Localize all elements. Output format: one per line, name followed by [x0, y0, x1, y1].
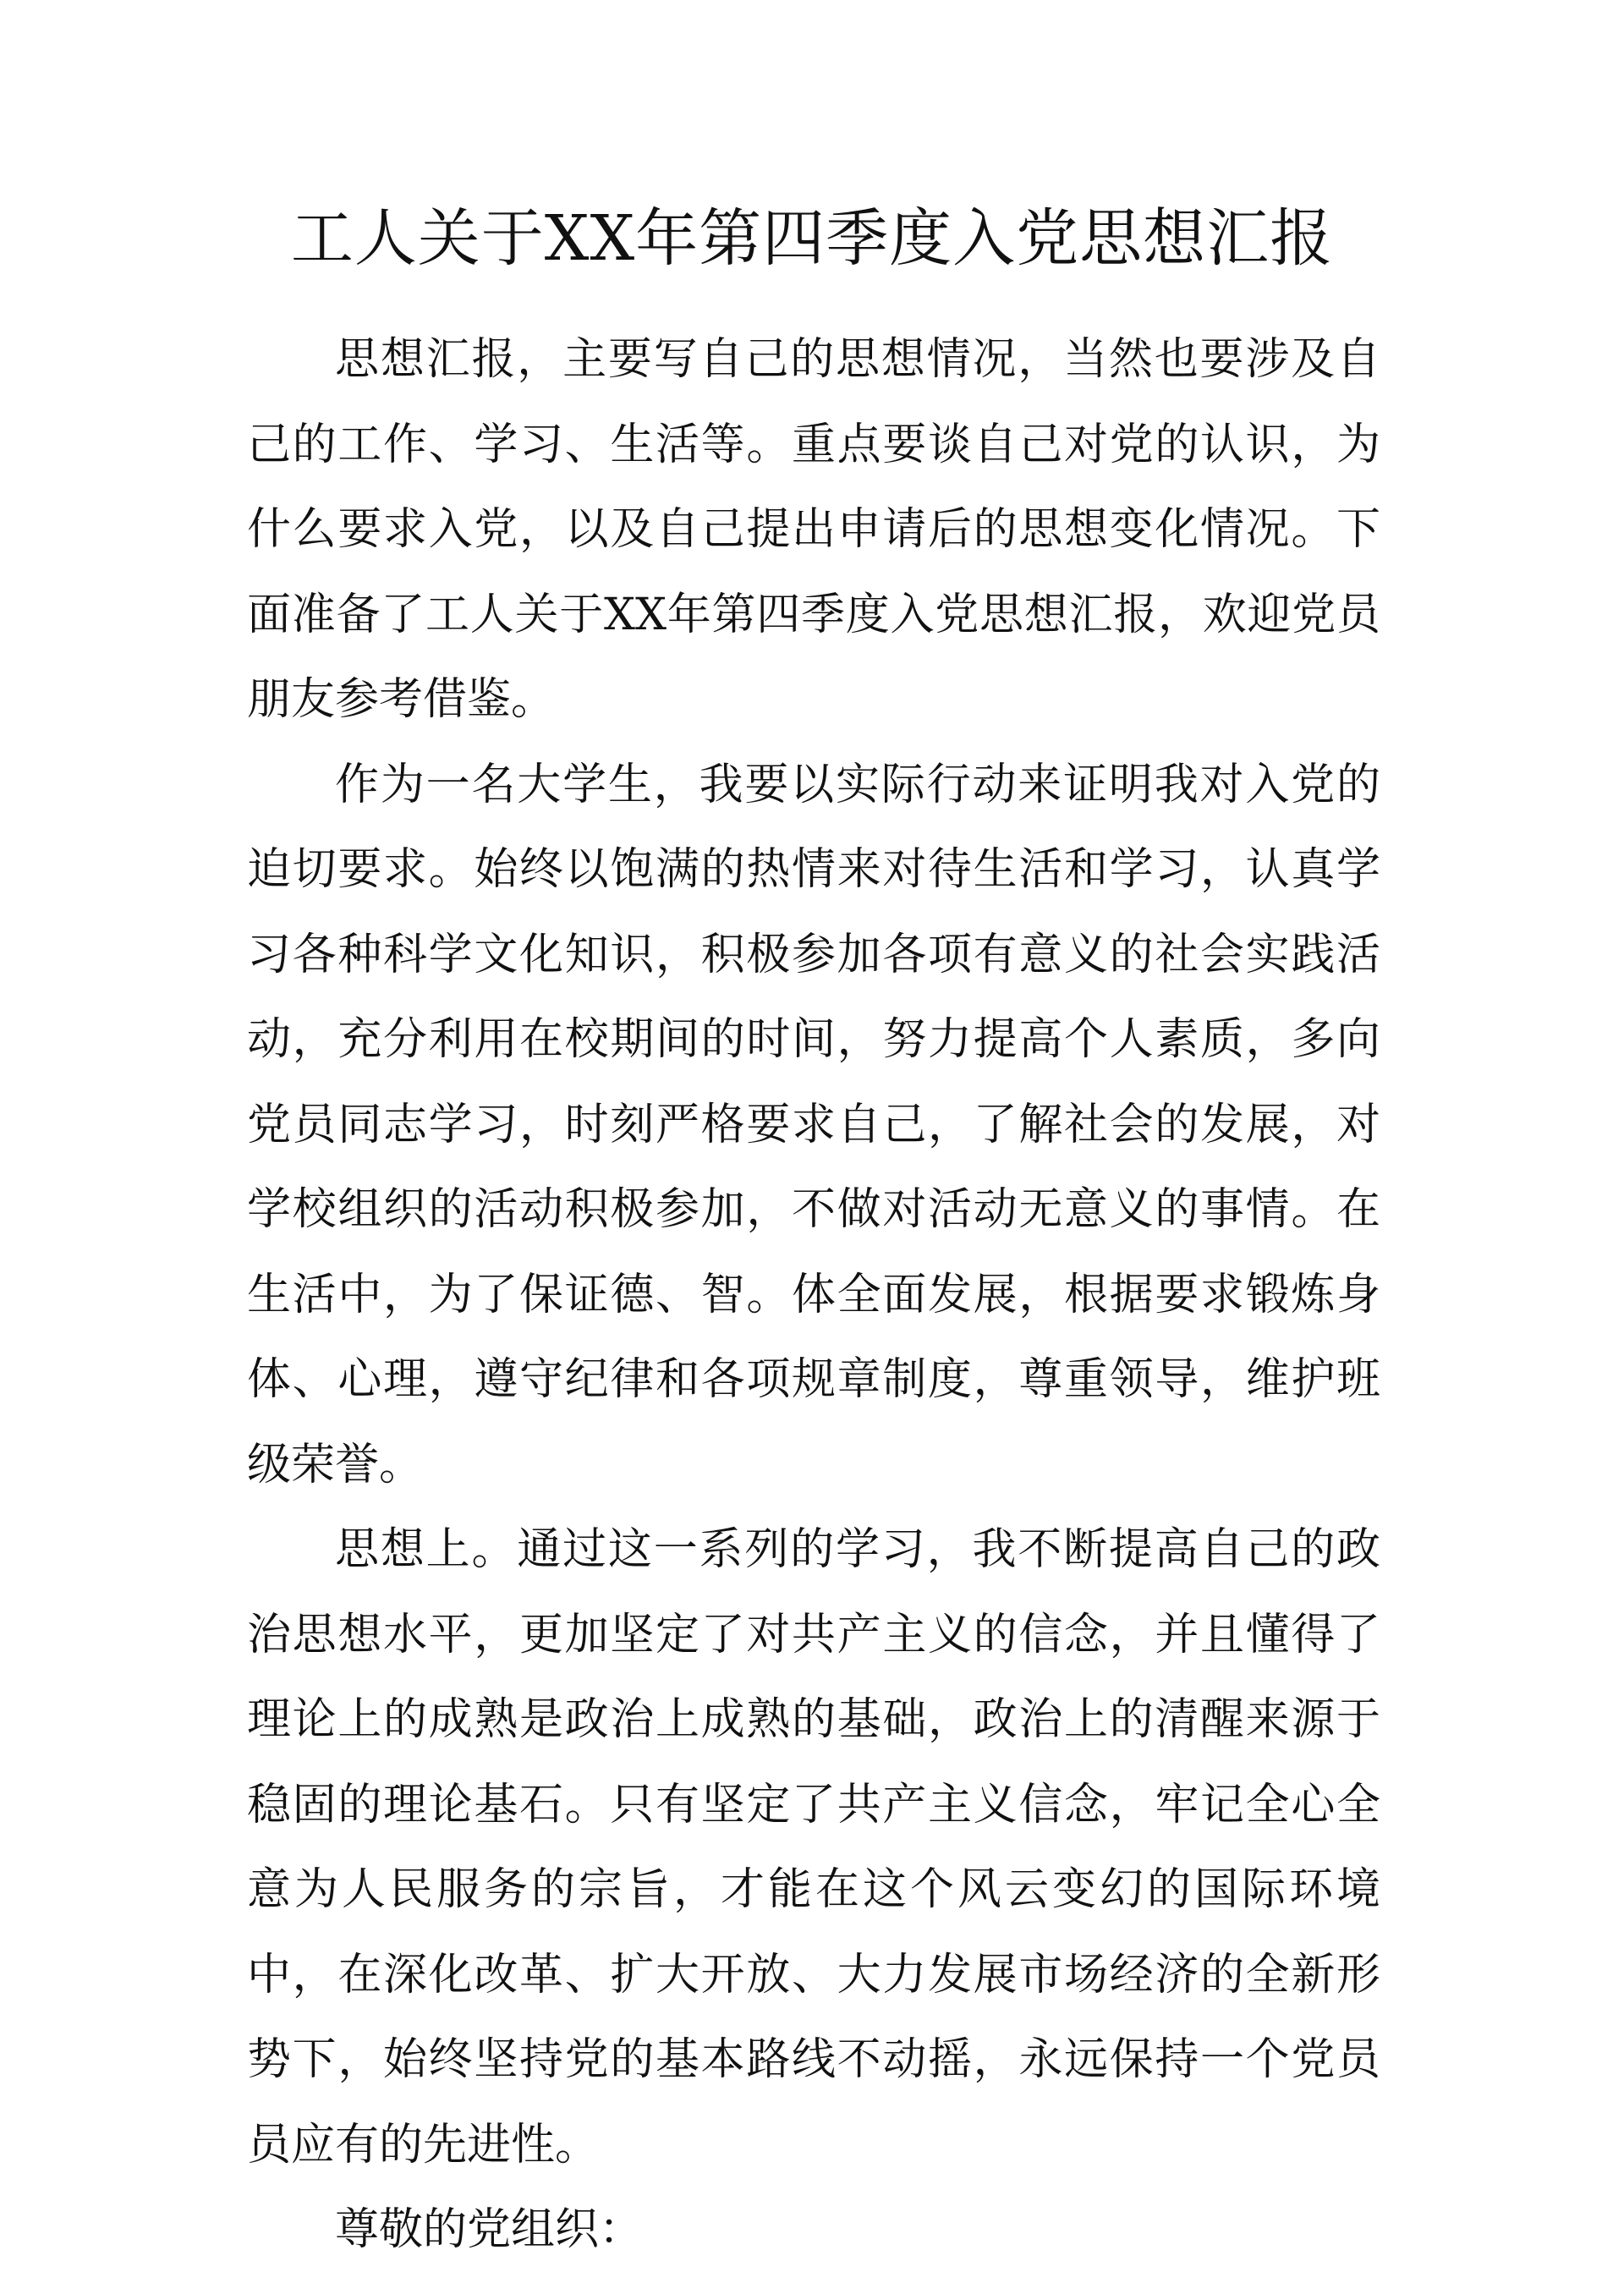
document-body — [247, 317, 1380, 2273]
paragraph-student-actions: 作为一名大学生，我要以实际行动来证明我对入党的迫切要求。始终以饱满的热情来对待生活和学习，认真学习各种科学文化知识，积极参加各项有意义的社会实践活动，充分利用在校期间的时间，努力提高个人素质，多向党员同志学习，时刻严格要求自己，了解社会的发展，对学校组织的活动积极参加，不做对活动无意义的事情。在生活中，为了保证德、智。体全面发展，根据要求锻炼身体、心理，遵守纪律和各项规章制度，尊重领导，维护班级荣誉。 — [247, 759, 1380, 1490]
document-title: 工人关于XX年第四季度入党思想汇报 — [290, 202, 1334, 275]
paragraph-salutation: 尊敬的党组织： — [335, 2204, 644, 2255]
paragraph-intro: 思想汇报，主要写自己的思想情况，当然也要涉及自己的工作、学习、生活等。重点要谈自己对党的认识，为什么要求入党，以及自己提出申请后的思想变化情况。下面准备了工人关于XX年第四季度入党思想汇报，欢迎党员朋友参考借鉴。 — [247, 334, 1380, 725]
paragraph-ideology: 思想上。通过这一系列的学习，我不断提高自己的政治思想水平，更加坚定了对共产主义的信念，并且懂得了理论上的成熟是政治上成熟的基础，政治上的清醒来源于稳固的理论基石。只有坚定了共产主义信念，牢记全心全意为人民服务的宗旨，才能在这个风云变幻的国际环境中，在深化改革、扩大开放、大力发展市场经济的全新形势下，始终坚持党的基本路线不动摇，永远保持一个党员员应有的先进性。 — [247, 1524, 1380, 2171]
